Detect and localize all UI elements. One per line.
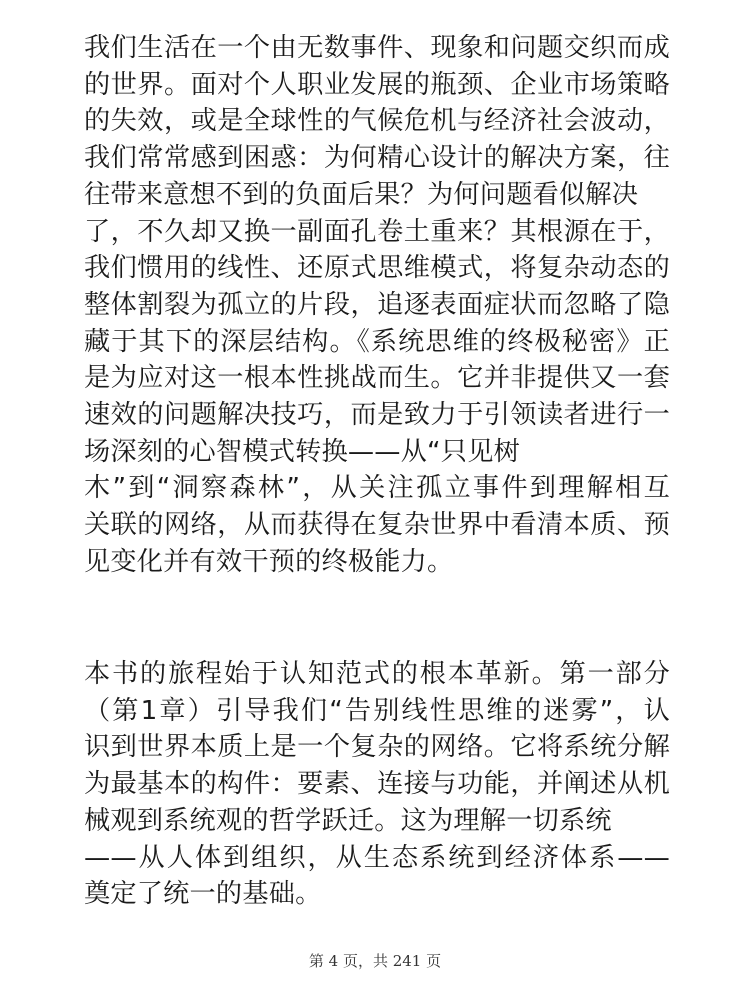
paragraph-1 — [84, 30, 670, 581]
text-line: 是为应对这一根本性挑战而生。它并非提供又一套 — [84, 363, 670, 394]
text-line: 整体割裂为孤立的片段，追逐表面症状而忽略了隐 — [84, 289, 670, 320]
text-line: 我们生活在一个由无数事件、现象和问题交织而成 — [84, 33, 670, 63]
text-line: 了，不久却又换一副面孔卷土重来？其根源在于， — [84, 216, 670, 247]
text-line: 识到世界本质上是一个复杂的网络。它将系统分解 — [84, 732, 670, 763]
text-line: 奠定了统一的基础。 — [84, 879, 322, 910]
text-line: 关联的网络，从而获得在复杂世界中看清本质、预 — [84, 510, 670, 541]
text-line: 往带来意想不到的负面后果？为何问题看似解决 — [84, 179, 639, 210]
text-line: 的世界。面对个人职业发展的瓶颈、企业市场策略 — [84, 69, 670, 100]
text-line: 见变化并有效干预的终极能力。 — [84, 546, 454, 577]
text-line: 的失效，或是全球性的气候危机与经济社会波动， — [84, 106, 670, 137]
text-line: 我们惯用的线性、还原式思维模式，将复杂动态的 — [84, 253, 670, 284]
text-line: 械观到系统观的哲学跃迁。这为理解一切系统 — [84, 805, 612, 836]
text-line: 藏于其下的深层结构。《系统思维的终极秘密》正 — [84, 326, 670, 357]
text-line: 木”到“洞察森林”，从关注孤立事件到理解相互 — [84, 473, 670, 504]
text-line: 场深刻的心智模式转换——从“只见树 — [84, 436, 520, 467]
text-line: （第1章）引导我们“告别线性思维的迷雾”，认 — [84, 695, 670, 726]
text-line: 本书的旅程始于认知范式的根本革新。第一部分 — [84, 659, 670, 689]
paragraph-2 — [84, 656, 670, 913]
page-number-footer: 第 4 页，共 241 页 — [308, 952, 442, 970]
text-line: 速效的问题解决技巧，而是致力于引领读者进行一 — [84, 400, 670, 431]
text-line: 我们常常感到困惑：为何精心设计的解决方案，往 — [84, 143, 670, 174]
text-line: ——从人体到组织，从生态系统到经济体系—— — [84, 842, 670, 873]
text-line: 为最基本的构件：要素、连接与功能，并阐述从机 — [84, 769, 670, 800]
